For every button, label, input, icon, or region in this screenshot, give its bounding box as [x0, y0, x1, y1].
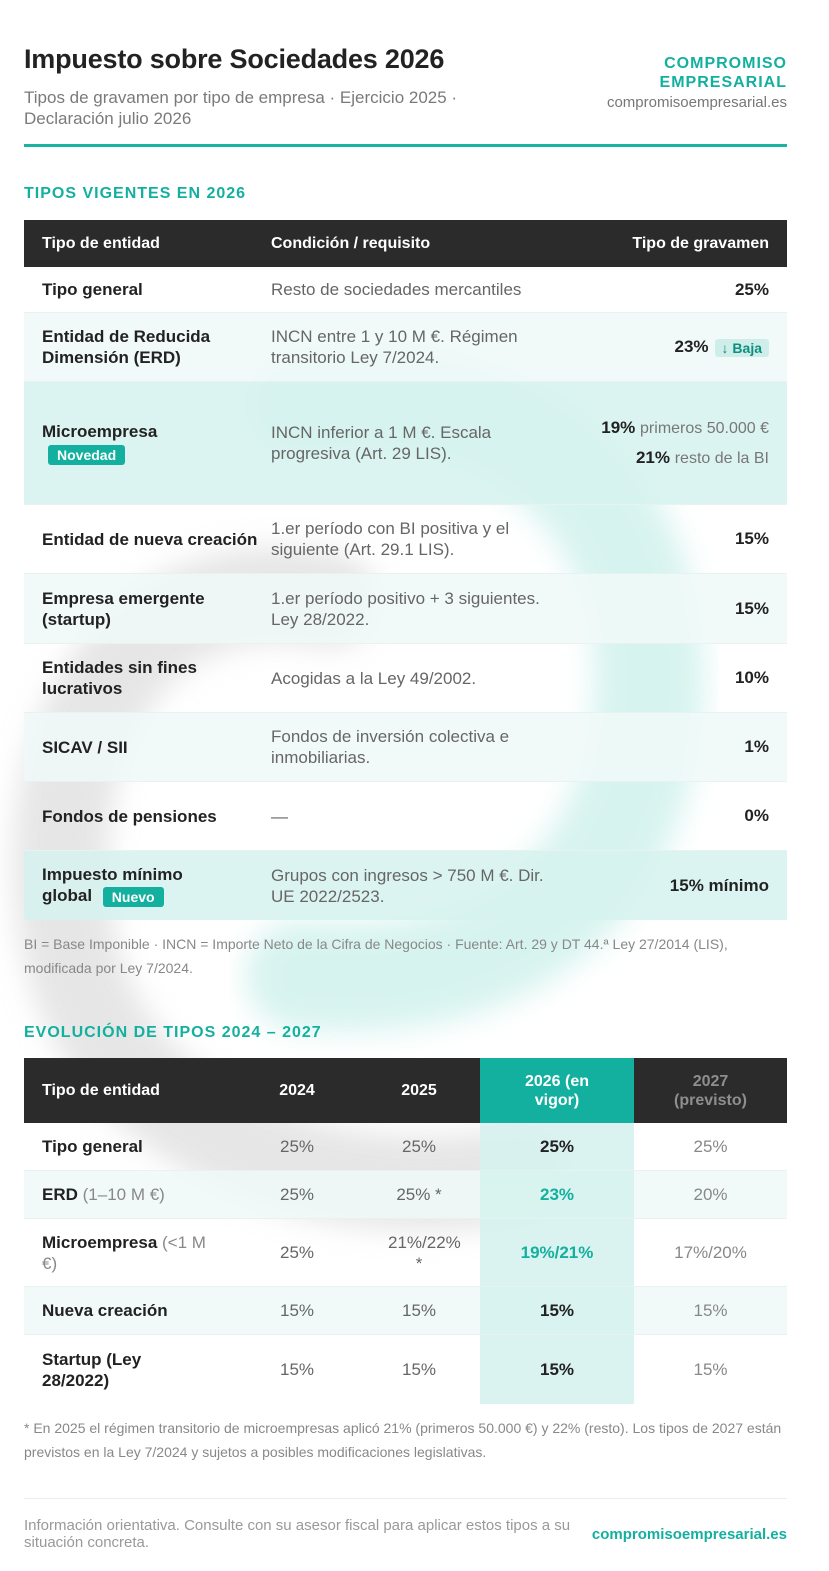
- rate-cell: [571, 418, 787, 468]
- evolution-footnote: * En 2025 el régimen transitorio de microempresas aplicó 21% (primeros 50.000 €) y 22% (resto). Los tipos de 2027 están previstos en la Ley 7/2024 y sujetos a posibles modificaciones legislativas.: [24, 1420, 782, 1460]
- entity-cell: [24, 1349, 236, 1391]
- entity-cell: Entidades sin fines lucrativos: [42, 658, 197, 698]
- entity-name: Nueva creación: [42, 1301, 168, 1320]
- table-row: [24, 644, 787, 713]
- entity-name: Microempresa: [42, 1232, 158, 1252]
- value-2027: 15%: [693, 1359, 728, 1379]
- entity-cell: Entidad de Reducida Dimensión (ERD): [42, 327, 211, 367]
- new-badge: Nuevo: [103, 887, 164, 907]
- section-title-current-rates: TIPOS VIGENTES EN 2026: [24, 185, 247, 202]
- value-2024: 15%: [279, 1360, 315, 1379]
- value-2024: 25%: [279, 1243, 315, 1262]
- condition-cell: Resto de sociedades mercantiles: [271, 280, 522, 299]
- column-header-entity: Tipo de entidad: [42, 234, 160, 252]
- rate-cell: 10%: [734, 668, 769, 687]
- table-row: [24, 1171, 787, 1219]
- rate-value: 23%: [674, 337, 709, 356]
- column-header-rate: Tipo de gravamen: [632, 234, 769, 252]
- entity-qualifier: (1–10 M €): [82, 1185, 165, 1204]
- rate-cell: 25%: [734, 279, 769, 299]
- rate-tier-1: [571, 418, 769, 438]
- page-title: Impuesto sobre Sociedades 2026: [24, 44, 445, 74]
- entity-cell: [24, 421, 271, 466]
- section-title-evolution: EVOLUCIÓN DE TIPOS 2024 – 2027: [24, 1024, 322, 1041]
- brand-block: [607, 44, 787, 111]
- rate-cell: 15%: [734, 529, 769, 548]
- entity-name: Startup (Ley 28/2022): [42, 1349, 142, 1390]
- entity-cell: [24, 864, 271, 907]
- entity-name-line1: Impuesto mínimo: [42, 865, 183, 885]
- table-row: [24, 313, 787, 382]
- value-2025: 25% *: [396, 1185, 442, 1204]
- column-header-condition: Condición / requisito: [271, 234, 431, 252]
- rate-tier-1-value: 19%: [601, 418, 636, 437]
- entity-cell: Entidad de nueva creación: [42, 529, 258, 549]
- table-note: BI = Base Imponible · INCN = Importe Neto de la Cifra de Negocios · Fuente: Art. 29 y DT 44.ª Ley 27/2014 (LIS), modificada por Ley 7/2024.: [24, 936, 728, 976]
- value-2026: 15%: [480, 1287, 634, 1334]
- table-row: [24, 1335, 787, 1404]
- table-row: [24, 713, 787, 782]
- table-row-highlight: [24, 851, 787, 920]
- table-header: [24, 220, 787, 267]
- entity-cell: SICAV / SII: [42, 737, 128, 757]
- table-header: [24, 1058, 787, 1123]
- rate-cell: 15%: [734, 598, 769, 618]
- page-footer: [24, 1498, 787, 1551]
- condition-cell: —: [271, 806, 288, 826]
- value-2024: 15%: [279, 1301, 315, 1320]
- value-2027: 20%: [693, 1184, 728, 1204]
- table-row-highlight: [24, 382, 787, 505]
- rate-cell: 15% mínimo: [669, 875, 769, 895]
- footer-disclaimer: Información orientativa. Consulte con su asesor fiscal para aplicar estos tipos a su situación concreta.: [24, 1517, 571, 1551]
- condition-cell: INCN inferior a 1 M €. Escala progresiva (Art. 29 LIS).: [271, 423, 492, 463]
- rate-tier-1-note: primeros 50.000 €: [640, 420, 769, 437]
- entity-name-line2: global: [42, 886, 93, 906]
- column-header-2026: 2026 (en vigor): [480, 1058, 634, 1123]
- brand-name-line2: EMPRESARIAL: [659, 74, 787, 91]
- page-header: [24, 0, 787, 147]
- rate-cell: 0%: [744, 806, 769, 825]
- entity-name: Microempresa: [42, 421, 158, 441]
- column-header-2025: 2025: [358, 1058, 480, 1123]
- entity-cell: Fondos de pensiones: [42, 806, 217, 826]
- entity-cell: [24, 1300, 236, 1321]
- rate-tier-2-value: 21%: [635, 448, 670, 467]
- current-rates-table: [24, 220, 787, 920]
- value-2025: 15%: [401, 1301, 437, 1320]
- value-2024: 25%: [279, 1137, 315, 1156]
- value-2025: 21%/22% *: [388, 1232, 461, 1273]
- condition-cell: 1.er período positivo + 3 siguientes. Ley 28/2022.: [271, 588, 540, 629]
- entity-cell: Tipo general: [42, 280, 143, 299]
- table-row: [24, 1123, 787, 1171]
- entity-cell: [24, 1184, 236, 1205]
- rate-cell: [571, 337, 787, 357]
- value-2025: 25%: [401, 1137, 437, 1156]
- entity-name: Tipo general: [42, 1137, 143, 1156]
- footer-link[interactable]: compromisoempresarial.es: [591, 1526, 787, 1543]
- condition-cell: Fondos de inversión colectiva e inmobiliarias.: [271, 727, 510, 767]
- value-2026: 23%: [480, 1171, 634, 1218]
- table-row: [24, 1219, 787, 1287]
- table-row: [24, 782, 787, 851]
- brand-url[interactable]: compromisoempresarial.es: [606, 94, 787, 111]
- table-row: [24, 1287, 787, 1335]
- entity-cell: Empresa emergente (startup): [42, 588, 205, 629]
- value-2024: 25%: [279, 1185, 315, 1204]
- rate-tier-2-note: resto de la BI: [674, 450, 769, 467]
- brand-name-line1: COMPROMISO: [664, 55, 787, 72]
- decrease-badge: ↓ Baja: [715, 339, 769, 357]
- value-2026: 19%/21%: [480, 1219, 634, 1286]
- value-2027: 25%: [693, 1136, 728, 1156]
- table-row: [24, 505, 787, 574]
- value-2026: 15%: [480, 1335, 634, 1404]
- value-2027: 15%: [693, 1300, 728, 1320]
- value-2027: 17%/20%: [674, 1242, 747, 1262]
- header-text: [24, 44, 504, 129]
- entity-cell: [24, 1232, 236, 1274]
- table-row: [24, 574, 787, 644]
- column-header-2027: 2027 (previsto): [634, 1058, 787, 1123]
- value-2026: 25%: [480, 1123, 634, 1170]
- column-header-2024: 2024: [236, 1058, 358, 1123]
- table-row: [24, 267, 787, 313]
- condition-cell: INCN entre 1 y 10 M €. Régimen transitorio Ley 7/2024.: [271, 327, 518, 367]
- column-header-entity: Tipo de entidad: [24, 1058, 236, 1123]
- new-badge: Novedad: [48, 445, 125, 465]
- condition-cell: 1.er período con BI positiva y el siguiente (Art. 29.1 LIS).: [271, 519, 510, 559]
- page-subtitle: Tipos de gravamen por tipo de empresa · Ejercicio 2025 · Declaración julio 2026: [24, 88, 458, 128]
- entity-cell: [24, 1136, 236, 1157]
- value-2025: 15%: [401, 1360, 437, 1379]
- rate-cell: 1%: [744, 737, 769, 756]
- rate-tier-2: [571, 448, 769, 468]
- condition-cell: Grupos con ingresos > 750 M €. Dir. UE 2022/2523.: [271, 865, 544, 906]
- entity-name: ERD: [42, 1185, 78, 1204]
- entity-qualifier: (<1 M €): [42, 1232, 206, 1273]
- evolution-table: [24, 1058, 787, 1404]
- condition-cell: Acogidas a la Ley 49/2002.: [271, 668, 477, 688]
